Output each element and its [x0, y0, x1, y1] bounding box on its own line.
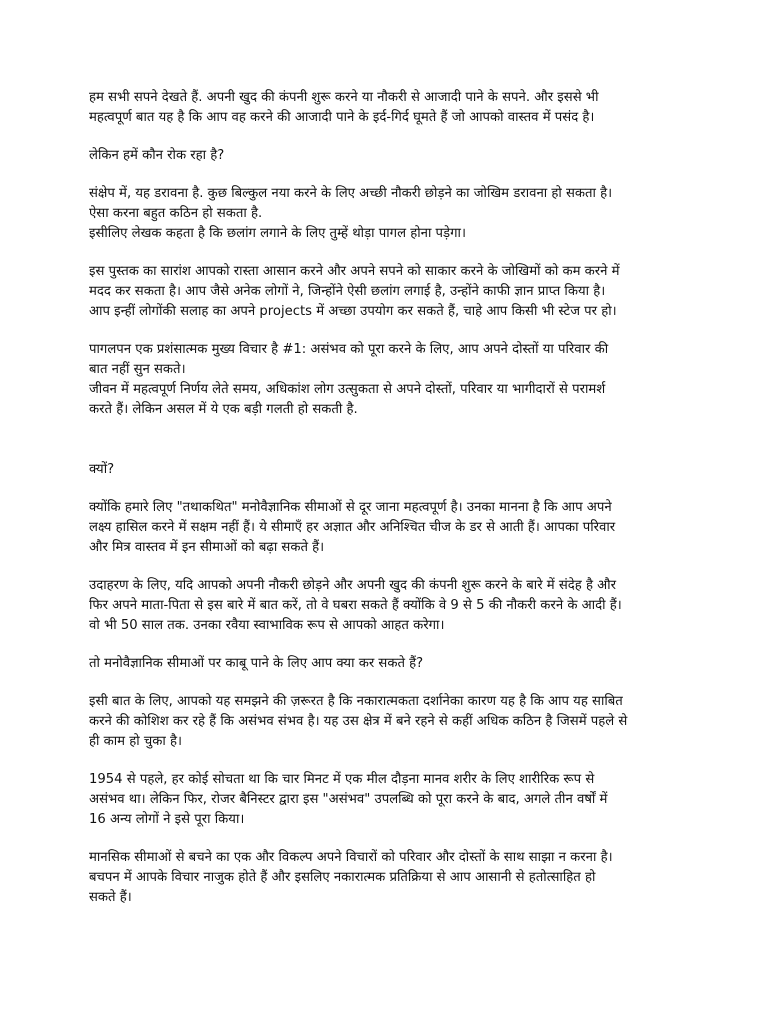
paragraph-11 — [89, 770, 681, 830]
paragraph-12 — [89, 848, 681, 908]
text-line: असंभव था। लेकिन फिर, रोजर बैनिस्टर द्वारा इस "असंभव" उपलब्धि को पूरा करने के बाद, अगले तीन वर्षों में — [89, 792, 608, 807]
paragraph-8 — [89, 576, 681, 636]
text-line: और मित्र वास्तव में इन सीमाओं को बढ़ा सकते हैं। — [89, 540, 325, 555]
text-line: उदाहरण के लिए, यदि आपको अपनी नौकरी छोड़ने और अपनी खुद की कंपनी शुरू करने के बारे में संदेह है और — [89, 578, 617, 593]
paragraph-10 — [89, 692, 681, 752]
text-line: जीवन में महत्वपूर्ण निर्णय लेते समय, अधिकांश लोग उत्सुकता से अपने दोस्तों, परिवार या भागीदारों से परामर्श — [89, 382, 606, 397]
text-line: बात नहीं सुन सकते। — [89, 362, 186, 377]
text-line: मानसिक सीमाओं से बचने का एक और विकल्प अपने विचारों को परिवार और दोस्तों के साथ साझा न करना है। — [89, 850, 613, 865]
text-line: करते हैं। लेकिन असल में ये एक बड़ी गलती हो सकती है. — [89, 402, 358, 417]
text-line: फिर अपने माता-पिता से इस बारे में बात करें, तो वे घबरा सकते हैं क्योंकि वे 9 से 5 की नौकरी करने के आदी हैं। — [89, 598, 622, 613]
paragraph-9 — [89, 654, 681, 674]
text-line: तो मनोवैज्ञानिक सीमाओं पर काबू पाने के लिए आप क्या कर सकते हैं? — [89, 656, 424, 671]
paragraph-6 — [89, 460, 681, 480]
text-line: हम सभी सपने देखते हैं. अपनी खुद की कंपनी शुरू करने या नौकरी से आजादी पाने के सपने. और इससे भी — [89, 90, 599, 105]
text-line: क्यों? — [89, 462, 115, 477]
text-line: ऐसा करना बहुत कठिन हो सकता है. — [89, 206, 263, 221]
text-line: 1954 से पहले, हर कोई सोचता था कि चार मिनट में एक मील दौड़ना मानव शरीर के लिए शारीरिक रूप से — [89, 772, 595, 787]
text-line: क्योंकि हमारे लिए "तथाकथित" मनोवैज्ञानिक सीमाओं से दूर जाना महत्वपूर्ण है। उनका मानना है कि आप अपने — [89, 500, 612, 515]
paragraph-5 — [89, 340, 681, 420]
text-line: आप इन्हीं लोगोंकी सलाह का अपने projects में अच्छा उपयोग कर सकते हैं, चाहे आप किसी भी स्टेज पर हो। — [89, 304, 617, 319]
text-line: महत्वपूर्ण बात यह है कि आप वह करने की आजादी पाने के इर्द-गिर्द घूमते हैं जो आपको वास्तव में पसंद है। — [89, 110, 595, 125]
text-line: वो भी 50 साल तक. उनका रवैया स्वाभाविक रूप से आपको आहत करेगा। — [89, 618, 445, 633]
text-line: करने की कोशिश कर रहे हैं कि असंभव संभव है। यह उस क्षेत्र में बने रहने से कहीं अधिक कठिन है जिसमें पहले से — [89, 714, 628, 729]
text-line: ही काम हो चुका है। — [89, 734, 182, 749]
text-line: बचपन में आपके विचार नाजुक होते हैं और इसलिए नकारात्मक प्रतिक्रिया से आप आसानी से हतोत्साहित हो — [89, 870, 596, 885]
text-line: इसीलिए लेखक कहता है कि छलांग लगाने के लिए तुम्हें थोड़ा पागल होना पड़ेगा। — [89, 226, 466, 241]
paragraph-4 — [89, 262, 681, 322]
text-line: पागलपन एक प्रशंसात्मक मुख्य विचार है #1: असंभव को पूरा करने के लिए, आप अपने दोस्तों या परिवार की — [89, 342, 609, 357]
text-line: इसी बात के लिए, आपको यह समझने की ज़रूरत है कि नकारात्मकता दर्शानेका कारण यह है कि आप यह साबित — [89, 694, 623, 709]
text-line: लेकिन हमें कौन रोक रहा है? — [89, 148, 225, 163]
paragraph-1 — [89, 88, 681, 128]
document-body — [89, 88, 681, 926]
text-line: संक्षेप में, यह डरावना है. कुछ बिल्कुल नया करने के लिए अच्छी नौकरी छोड़ने का जोखिम डरावना हो सकता है। — [89, 186, 613, 201]
text-line: सकते हैं। — [89, 890, 132, 905]
text-line: लक्ष्य हासिल करने में सक्षम नहीं हैं। ये सीमाएँ हर अज्ञात और अनिश्चित चीज के डर से आती हैं। आपका परिवार — [89, 520, 616, 535]
paragraph-7 — [89, 498, 681, 558]
paragraph-3 — [89, 184, 681, 244]
paragraph-2 — [89, 146, 681, 166]
text-line: मदद कर सकता है। आप जैसे अनेक लोगों ने, जिन्होंने ऐसी छलांग लगाई है, उन्होंने काफी ज्ञान प्राप्त किया है। — [89, 284, 606, 299]
text-line: 16 अन्य लोगों ने इसे पूरा किया। — [89, 812, 245, 827]
text-line: इस पुस्तक का सारांश आपको रास्ता आसान करने और अपने सपने को साकार करने के जोखिमों को कम करने में — [89, 264, 620, 279]
